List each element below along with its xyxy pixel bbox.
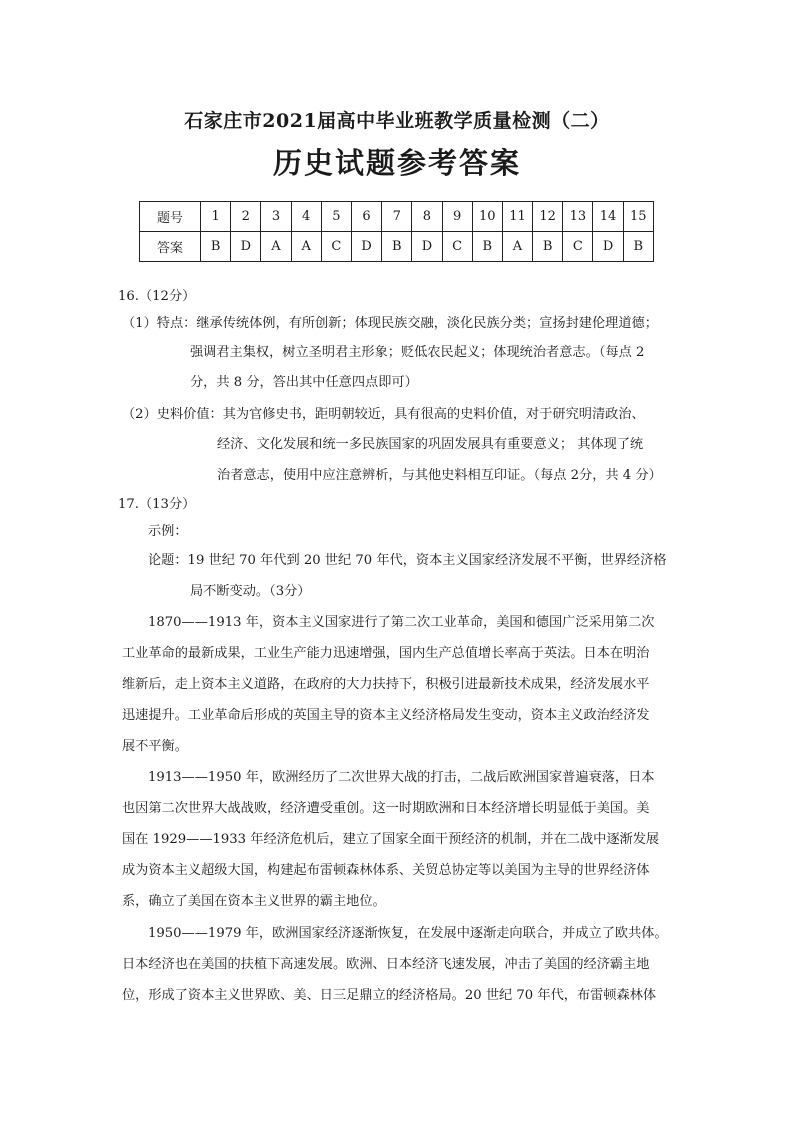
- q17-paragraph-line: 成为资本主义超级大国，构建起布雷顿森林体系、关贸总协定等以美国为主导的世界经济体: [122, 863, 650, 878]
- question-number-row: [140, 202, 654, 232]
- answer-letter: A: [291, 232, 321, 262]
- question-number: 6: [351, 202, 381, 232]
- answer-letter: D: [412, 232, 442, 262]
- q16-part1-line: （1）特点：继承传统体例，有所创新；体现民族交融，淡化民族分类；宣扬封建伦理道德；: [122, 316, 658, 331]
- question-number: 13: [563, 202, 593, 232]
- q17-thesis-line: 局不断变动。（3分）: [190, 584, 311, 599]
- question-number: 9: [442, 202, 472, 232]
- q17-paragraph-line: 日本经济也在美国的扶植下高速发展。欧洲、日本经济飞速发展，冲击了美国的经济霸主地: [122, 957, 650, 972]
- row-label-number: 题号: [140, 202, 201, 232]
- q17-thesis-line: 论题：19 世纪 70 年代到 20 世纪 70 年代，资本主义国家经济发展不平衡，世界经济格: [148, 553, 667, 568]
- answer-letter: D: [351, 232, 381, 262]
- answer-letter: A: [502, 232, 532, 262]
- answer-letter: B: [623, 232, 653, 262]
- question-number: 5: [321, 202, 351, 232]
- row-label-answer: 答案: [140, 232, 201, 262]
- question-number: 7: [382, 202, 412, 232]
- answer-letter: D: [593, 232, 623, 262]
- q17-heading: 17.（13分）: [118, 497, 196, 512]
- answer-letter: B: [382, 232, 412, 262]
- q17-paragraph-line: 迅速提升。工业革命后形成的英国主导的资本主义经济格局发生变动，资本主义政治经济发: [122, 708, 650, 723]
- answer-table: [139, 201, 654, 262]
- answer-letter: B: [533, 232, 563, 262]
- q16-part1-line: 强调君主集权，树立圣明君主形象；贬低农民起义；体现统治者意志。（每点 2: [190, 345, 645, 360]
- question-number: 8: [412, 202, 442, 232]
- q16-part2-line: 经济、文化发展和统一多民族国家的巩固发展具有重要意义； 其体现了统: [217, 437, 644, 452]
- question-number: 14: [593, 202, 623, 232]
- answer-letter: C: [442, 232, 472, 262]
- q16-part1-line: 分，共 8 分，答出其中任意四点即可）: [190, 375, 418, 390]
- q17-paragraph-line: 工业革命的最新成果，工业生产能力迅速增强，国内生产总值增长率高于英法。日本在明治: [122, 646, 650, 661]
- q16-heading: 16.（12分）: [118, 289, 196, 304]
- exam-title: 石家庄市2021届高中毕业班教学质量检测（二）: [184, 110, 610, 132]
- answer-key-title: 历史试题参考答案: [272, 146, 521, 180]
- question-number: 2: [231, 202, 261, 232]
- question-number: 4: [291, 202, 321, 232]
- q17-paragraph-line: 维新后，走上资本主义道路，在政府的大力扶持下，积极引进最新技术成果，经济发展水平: [122, 677, 650, 692]
- q16-part2-line: （2）史料价值：其为官修史书，距明朝较近，具有很高的史料价值，对于研究明清政治、: [122, 407, 645, 422]
- question-number: 1: [201, 202, 231, 232]
- q17-paragraph-line: 位，形成了资本主义世界欧、美、日三足鼎立的经济格局。20 世纪 70 年代，布雷顿森林体: [122, 988, 657, 1003]
- question-number: 12: [533, 202, 563, 232]
- answer-letter: D: [231, 232, 261, 262]
- answer-row: [140, 232, 654, 262]
- q16-part2-line: 治者意志，使用中应注意辨析，与其他史料相互印证。（每点 2分，共 4 分）: [217, 468, 662, 483]
- q17-paragraph-line: 1913——1950 年，欧洲经历了二次世界大战的打击，二战后欧洲国家普遍衰落，日本: [148, 770, 655, 785]
- answer-letter: A: [261, 232, 291, 262]
- question-number: 10: [472, 202, 502, 232]
- answer-letter: C: [563, 232, 593, 262]
- q17-paragraph-line: 1870——1913 年，资本主义国家进行了第二次工业革命，美国和德国广泛采用第二次: [148, 615, 655, 630]
- q17-paragraph-line: 系，确立了美国在资本主义世界的霸主地位。: [122, 894, 386, 909]
- q17-example-label: 示例：: [148, 524, 188, 539]
- q17-paragraph-line: 也因第二次世界大战战败，经济遭受重创。这一时期欧洲和日本经济增长明显低于美国。美: [122, 801, 650, 816]
- question-number: 15: [623, 202, 653, 232]
- q17-paragraph-line: 展不平衡。: [122, 739, 188, 754]
- q17-paragraph-line: 国在 1929——1933 年经济危机后，建立了国家全面干预经济的机制，并在二战中逐渐发展: [122, 832, 660, 847]
- question-number: 11: [502, 202, 532, 232]
- question-number: 3: [261, 202, 291, 232]
- answer-letter: C: [321, 232, 351, 262]
- answer-letter: B: [472, 232, 502, 262]
- answer-letter: B: [201, 232, 231, 262]
- q17-paragraph-line: 1950——1979 年，欧洲国家经济逐渐恢复，在发展中逐渐走向联合，并成立了欧共体。: [148, 926, 668, 941]
